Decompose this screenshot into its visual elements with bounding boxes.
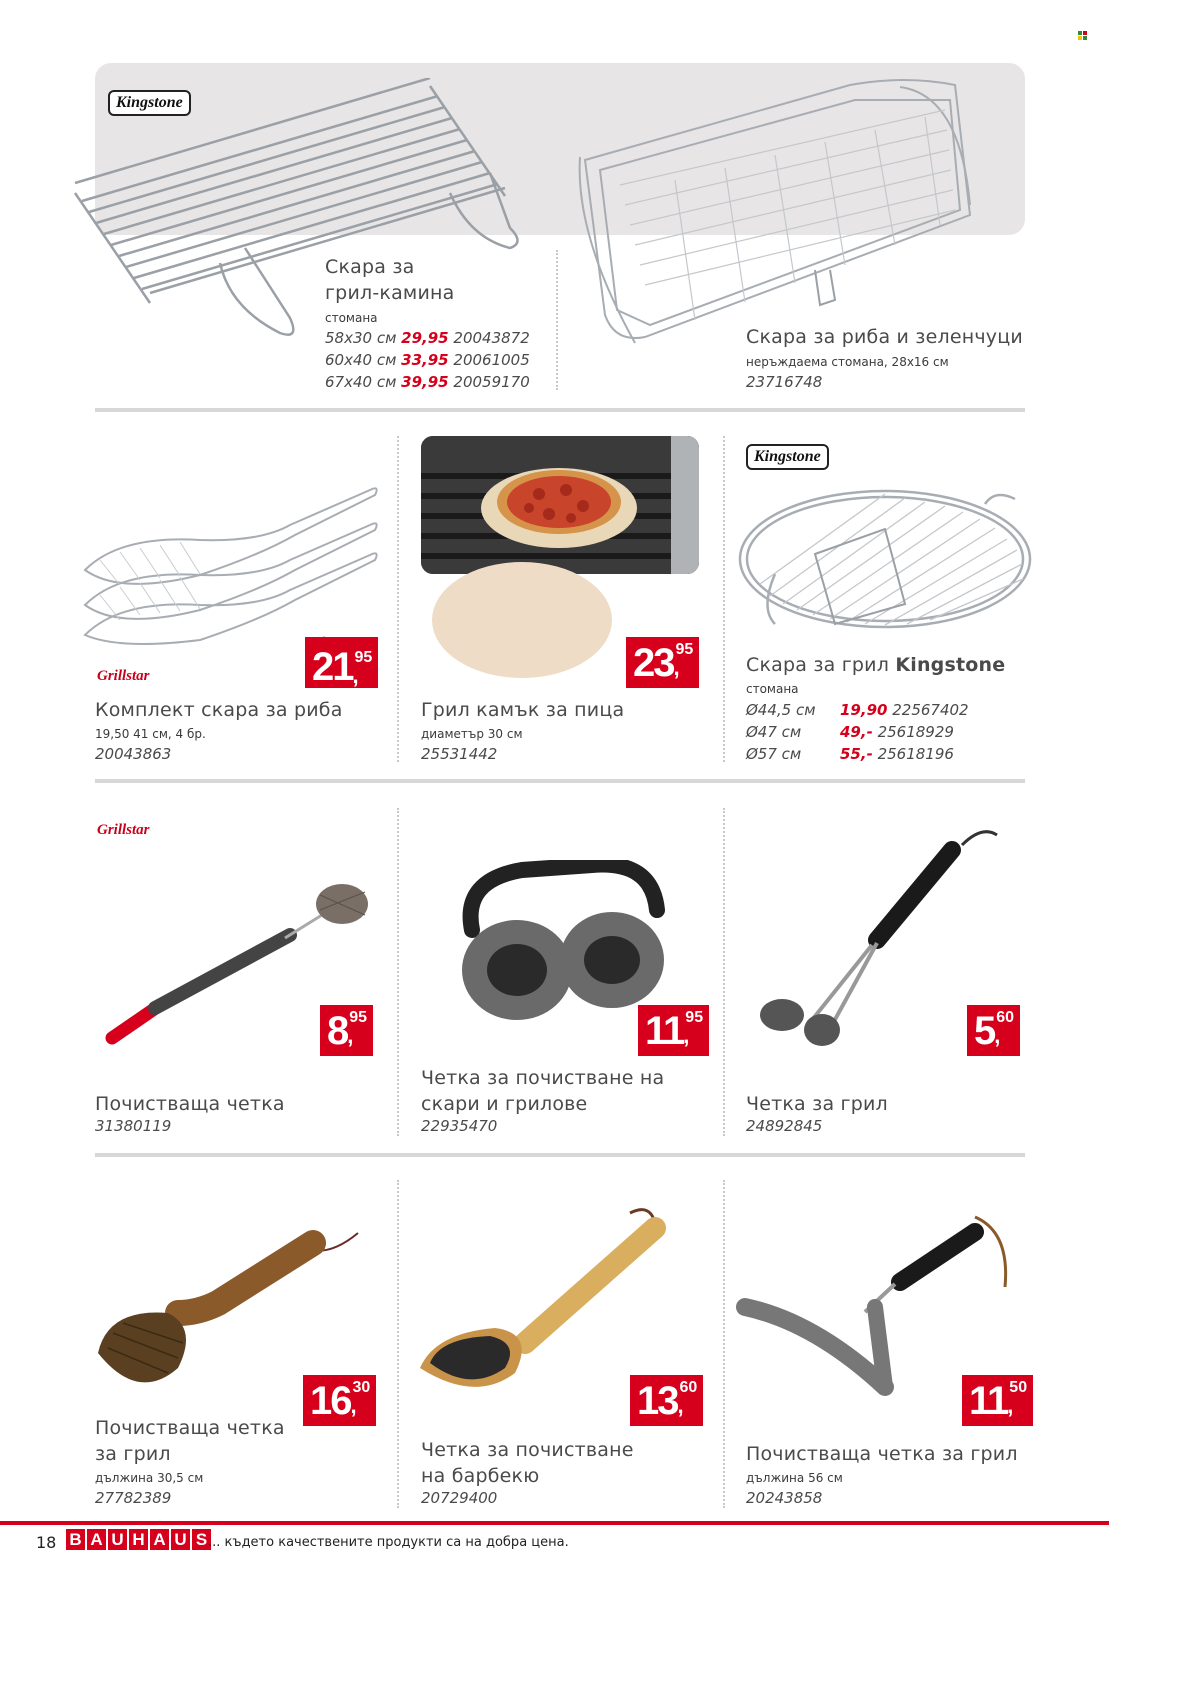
bauhaus-logo: B A U H A U S [66, 1529, 213, 1550]
row-separator [95, 1153, 1025, 1157]
variant-row: 60x40 см 33,95 20061005 [325, 351, 530, 369]
grate-brush-code: 22935470 [421, 1117, 498, 1135]
round-grate-material: стомана [746, 682, 799, 696]
pizza-grill-illustration [421, 436, 699, 574]
row-separator [95, 408, 1025, 412]
fish-grate-set-desc: 19,50 41 см, 4 бр. [95, 727, 206, 741]
row-separator [95, 779, 1025, 783]
grill-grate-variants [325, 327, 530, 393]
steel-brush-title: Почистваща четка за грил [746, 1443, 1018, 1465]
round-grate-variants [746, 699, 969, 765]
grillstar-logo: Grillstar [97, 668, 150, 684]
steel-brush-image [735, 1212, 1015, 1402]
cleaning-brush-title: Почистваща четка [95, 1093, 285, 1115]
variant-row: 58x30 см 29,95 20043872 [325, 329, 530, 347]
column-separator [397, 436, 399, 762]
column-separator [397, 808, 399, 1136]
pizza-on-grill-photo [421, 436, 699, 574]
variant-row: Ø44,5 см 19,90 22567402 [746, 701, 969, 719]
fish-grate-set-code: 20043863 [95, 745, 172, 763]
price-tag: 16 30 , [303, 1375, 376, 1426]
wooden-brush-image [88, 1228, 368, 1393]
pizza-stone-code: 25531442 [421, 745, 498, 763]
grillstar-logo: Grillstar [97, 822, 150, 838]
fish-grate-set-title: Комплект скара за риба [95, 699, 343, 721]
price-tag: 23 95 , [626, 637, 699, 688]
wood-brush-code: 27782389 [95, 1489, 172, 1507]
steel-brush-desc: дължина 56 см [746, 1471, 843, 1485]
price-tag: 8 95 , [320, 1005, 373, 1056]
grate-cleaning-brush-image [452, 860, 672, 1025]
flag-icon [1078, 31, 1087, 40]
pizza-stone-title: Грил камък за пица [421, 699, 625, 721]
footer-slogan: ... където качествените продукти са на добра цена. [208, 1535, 569, 1550]
grill-brush-code: 24892845 [746, 1117, 823, 1135]
grill-grate-title: Скара за грил-камина [325, 256, 455, 304]
steel-brush-code: 20243858 [746, 1489, 823, 1507]
grate-brush-title: Четка за почистване на скари и грилове [421, 1067, 665, 1115]
kingstone-logo: Kingstone [746, 444, 829, 470]
fish-grate-set-image [80, 480, 380, 650]
grill-brush-title: Четка за грил [746, 1093, 888, 1115]
column-separator [397, 1180, 399, 1508]
rectangular-grill-grate-image [70, 78, 530, 340]
bbq-brush-title: Четка за почистване на барбекю [421, 1439, 634, 1487]
column-separator [723, 436, 725, 762]
column-separator [556, 250, 558, 390]
kingstone-logo: Kingstone [108, 90, 191, 116]
round-grate-title: Скара за грил Kingstone [746, 654, 1006, 676]
wood-brush-title: Почистваща четка за грил [95, 1417, 285, 1465]
fish-veg-grate-desc: неръждаема стомана, 28x16 см [746, 355, 949, 369]
price-tag: 11 95 , [638, 1005, 709, 1056]
fish-veg-grate-title: Скара за риба и зеленчуци [746, 326, 1023, 348]
wood-brush-desc: дължина 30,5 см [95, 1471, 204, 1485]
fish-vegetable-grate-image [575, 75, 975, 347]
bbq-brush-code: 20729400 [421, 1489, 498, 1507]
column-separator [723, 808, 725, 1136]
variant-row: 67x40 см 39,95 20059170 [325, 373, 530, 391]
page-number: 18 [36, 1533, 57, 1552]
grill-grate-material: стомана [325, 311, 378, 325]
column-separator [723, 1180, 725, 1508]
variant-row: Ø47 см 49,- 25618929 [746, 723, 954, 741]
price-tag: 13 60 , [630, 1375, 703, 1426]
price-tag: 5 60 , [967, 1005, 1020, 1056]
variant-row: Ø57 см 55,- 25618196 [746, 745, 954, 763]
cleaning-brush-code: 31380119 [95, 1117, 172, 1135]
price-tag: 11 50 , [962, 1375, 1033, 1426]
round-grill-grate-image [735, 484, 1035, 634]
pizza-stone-image [430, 562, 620, 682]
footer-divider [0, 1521, 1109, 1525]
fish-veg-grate-code: 23716748 [746, 373, 823, 391]
price-tag: 21 95 , [305, 637, 378, 688]
pizza-stone-desc: диаметър 30 см [421, 727, 523, 741]
